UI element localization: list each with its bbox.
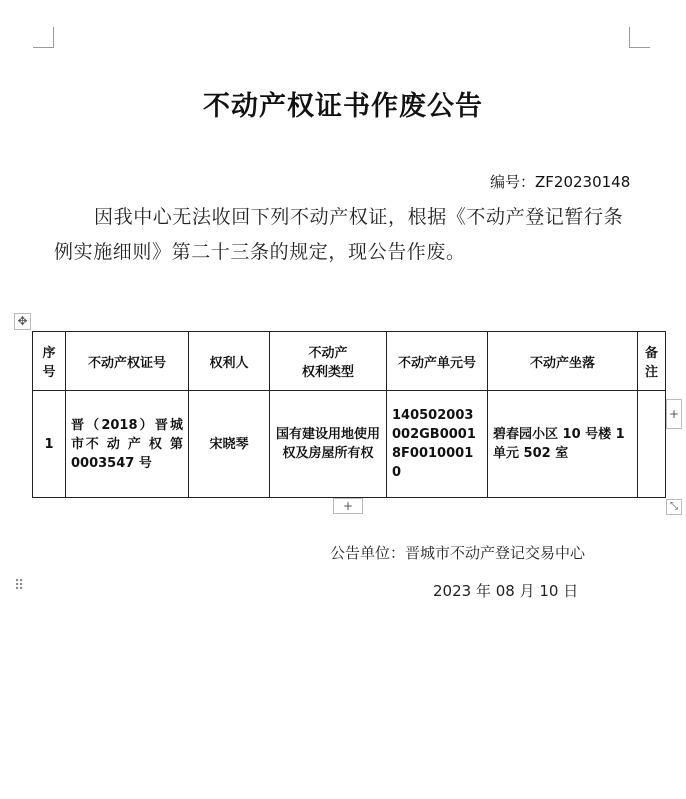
- header-remark: 备注: [638, 332, 666, 391]
- announcement-body: 因我中心无法收回下列不动产权证，根据《不动产登记暂行条例实施细则》第二十三条的规定，现公告作废。: [54, 206, 624, 263]
- cell-remark: [638, 391, 666, 498]
- add-row-plus-icon[interactable]: +: [333, 498, 363, 514]
- document-number: 编号：ZF20230148: [490, 173, 631, 191]
- header-right-type-line2: 权利类型: [301, 365, 354, 380]
- table-move-handle-icon[interactable]: ✥: [14, 313, 31, 330]
- table-header-row: [33, 332, 666, 391]
- cell-cert-no: 晋（2018）晋城市不 动 产 权 第0003547 号: [66, 391, 189, 498]
- header-cert-no: 不动产权证号: [66, 332, 189, 391]
- add-column-plus-icon[interactable]: +: [666, 399, 682, 429]
- cell-location: 碧春园小区 10 号楼 1 单元 502 室: [488, 391, 638, 498]
- header-seq: 序号: [33, 332, 66, 391]
- cell-owner: 宋晓琴: [189, 391, 270, 498]
- page-corner-mark-top-left: [33, 27, 54, 48]
- date-line: 2023 年 08 月 10 日: [433, 582, 579, 600]
- issuer-line: 公告单位：晋城市不动产登记交易中心: [330, 544, 586, 562]
- header-right-type: [270, 332, 387, 391]
- page-corner-mark-top-right: [629, 27, 650, 48]
- cell-seq: 1: [33, 391, 66, 498]
- cell-right-type: 国有建设用地使用权及房屋所有权: [270, 391, 387, 498]
- table-row: [33, 391, 666, 498]
- certificate-table: [32, 331, 666, 498]
- header-unit-no: 不动产单元号: [387, 332, 488, 391]
- header-location: 不动产坐落: [488, 332, 638, 391]
- header-owner: 权利人: [189, 332, 270, 391]
- document-title: 不动产权证书作废公告: [203, 91, 483, 122]
- cell-unit-no: 140502003002GB00018F00100010: [387, 391, 488, 498]
- table-resize-icon[interactable]: ⤡: [666, 499, 682, 515]
- header-right-type-line1: 不动产: [308, 346, 348, 361]
- paragraph-drag-handle-icon[interactable]: ⠿: [14, 578, 24, 594]
